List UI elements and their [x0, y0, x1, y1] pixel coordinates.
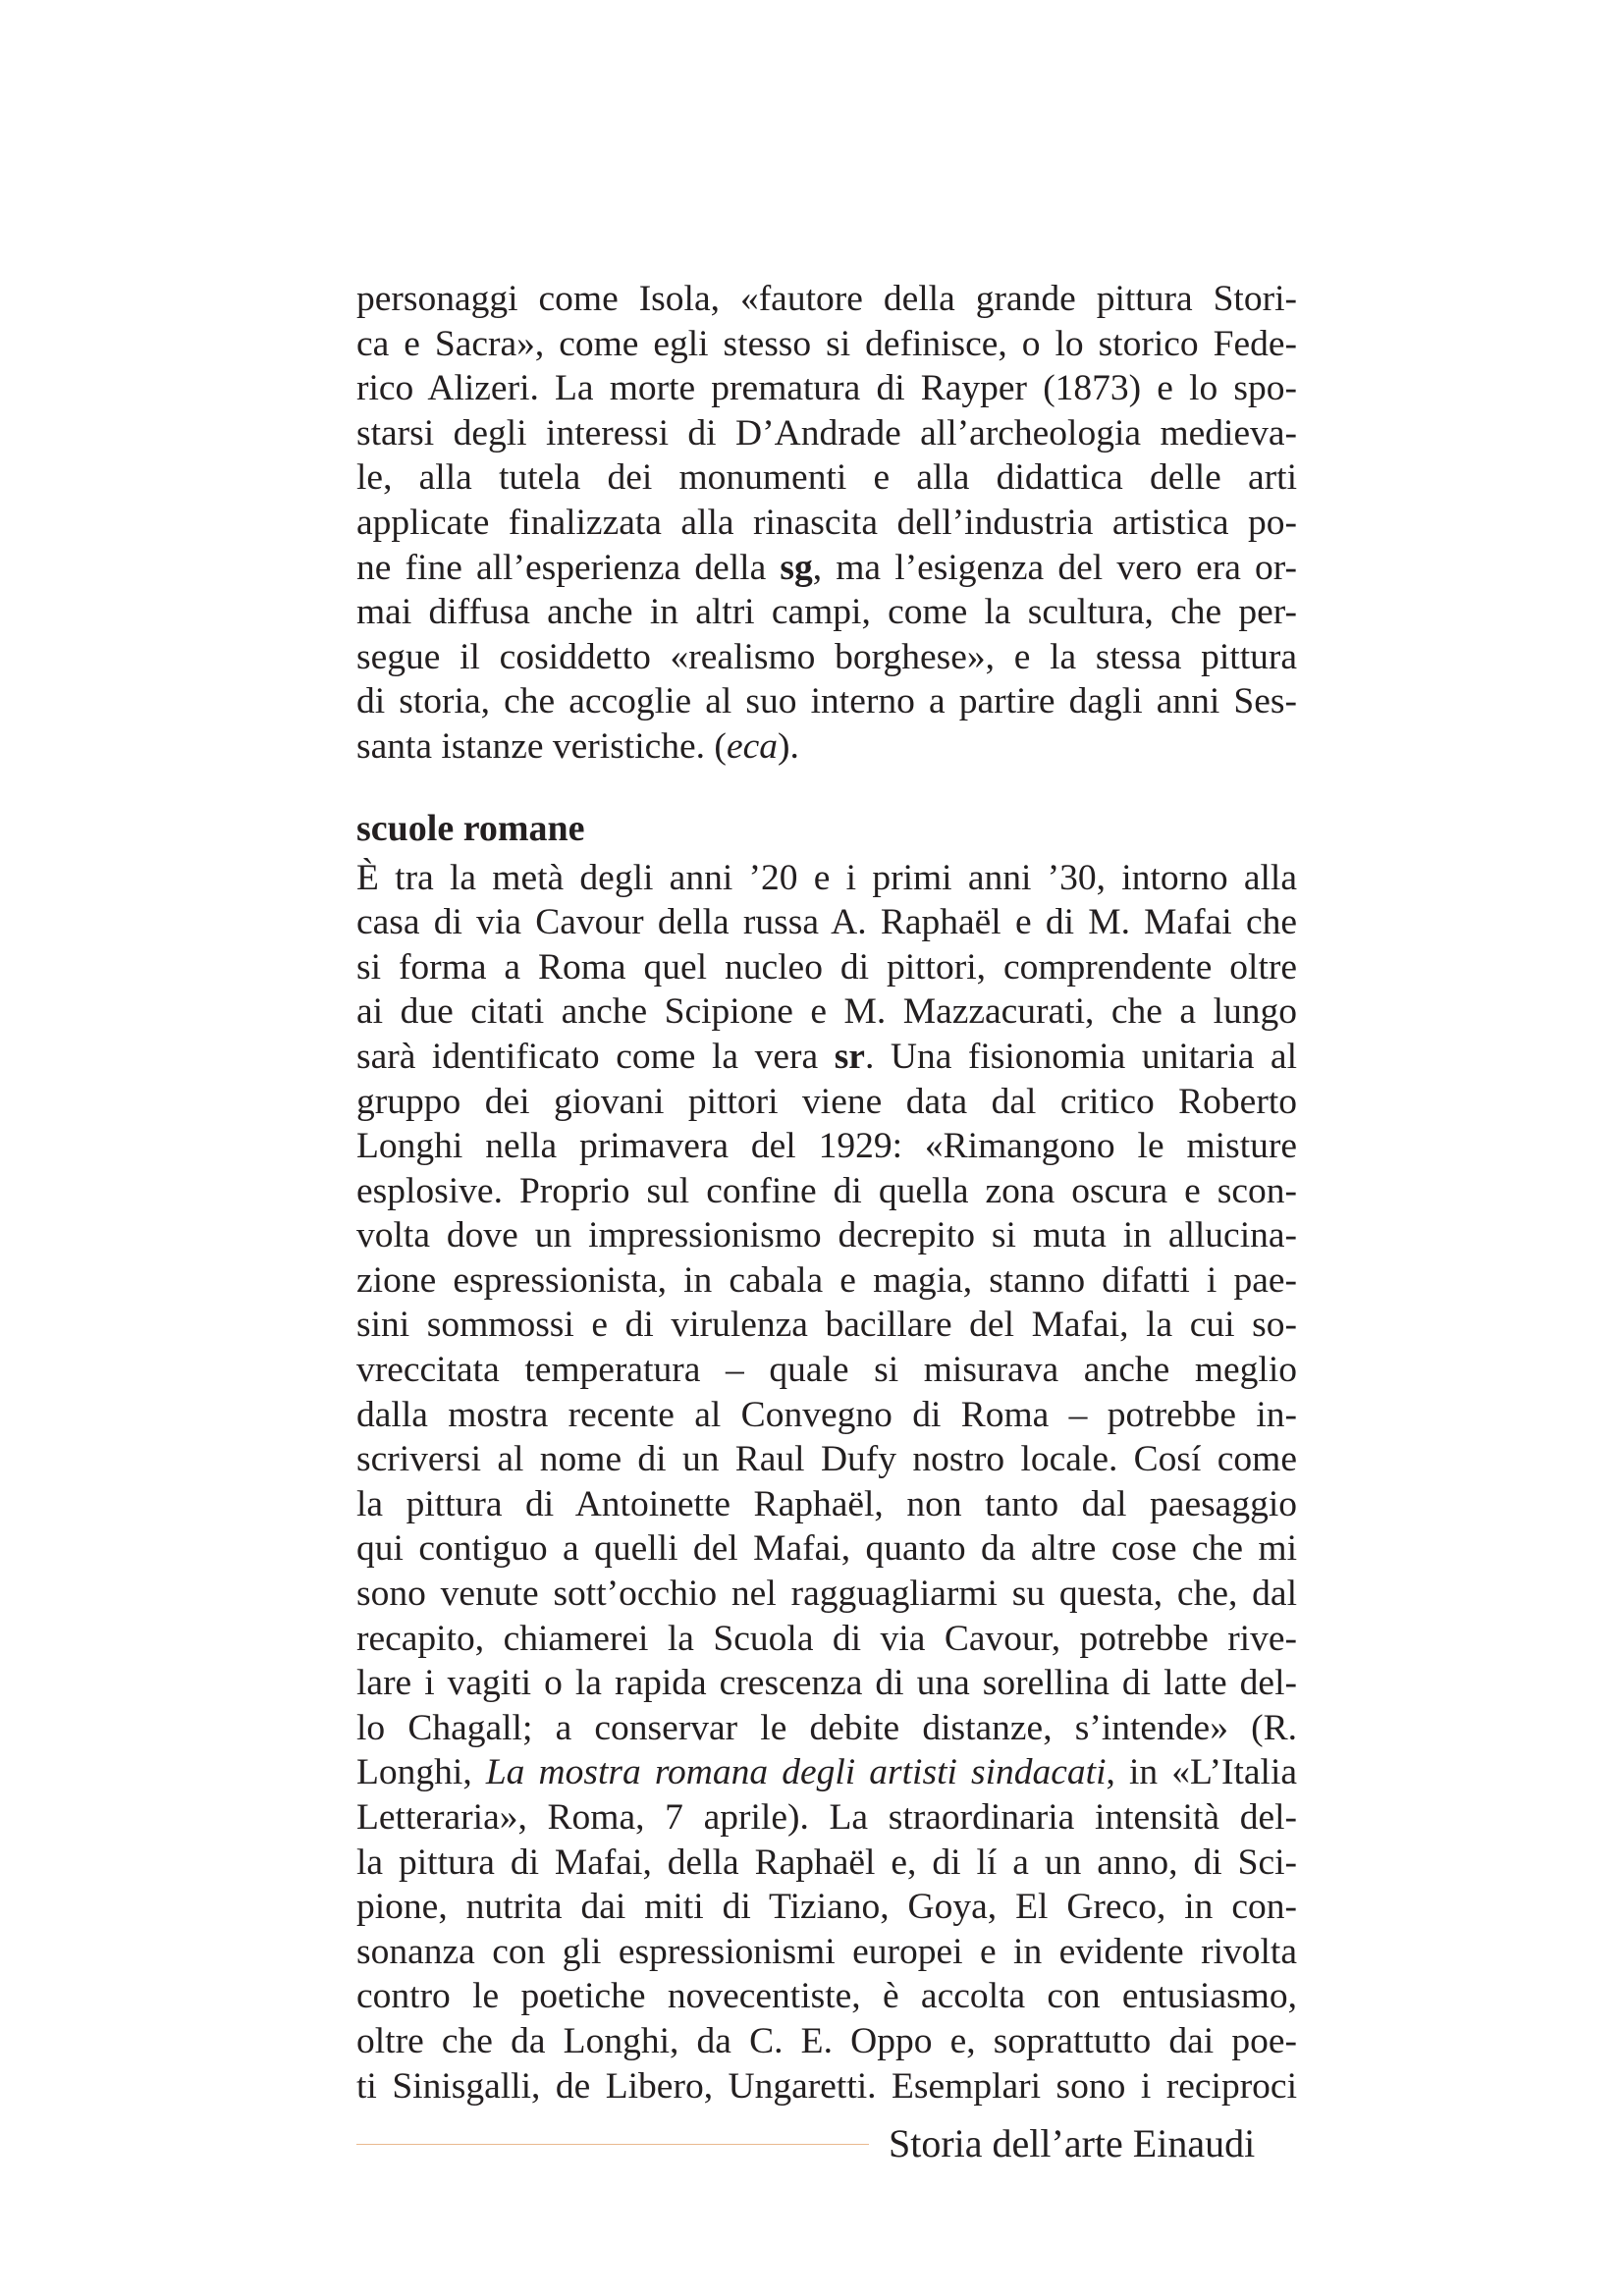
text-line: le, alla tutela dei monumenti e alla didattica delle arti	[356, 457, 1297, 499]
text-line: segue il cosiddetto «realismo borghese», e la stessa pittura	[356, 636, 1297, 677]
entry-paragraph	[356, 856, 1297, 2109]
author-initials: eca	[726, 725, 778, 767]
text-line: È tra la metà degli anni ’20 e i primi anni ’30, intorno alla	[356, 857, 1297, 898]
text-line: mai diffusa anche in altri campi, come la scultura, che per-	[356, 592, 1297, 633]
text-segment: . Una fisionomia unitaria al	[864, 1036, 1297, 1077]
entry-heading: scuole romane	[356, 807, 585, 849]
text-line: esplosive. Proprio sul confine di quella zona oscura e scon-	[356, 1170, 1297, 1211]
text-line: ai due citati anche Scipione e M. Mazzacurati, che a lungo	[356, 991, 1297, 1033]
paragraph-continued	[356, 277, 1297, 770]
text-segment: sarà identificato come la vera	[356, 1036, 835, 1077]
text-line: rico Alizeri. La morte prematura di Rayper (1873) e lo spo-	[356, 368, 1297, 409]
text-line: contro le poetiche novecentiste, è accolta con entusiasmo,	[356, 1976, 1297, 2017]
text-line: di storia, che accoglie al suo interno a partire dagli anni Ses-	[356, 681, 1297, 722]
article-body	[356, 277, 1297, 2109]
entry-abbreviation: sg	[780, 547, 813, 588]
text-line: sonanza con gli espressionismi europei e in evidente rivolta	[356, 1931, 1297, 1972]
text-line: Longhi nella primavera del 1929: «Rimangono le misture	[356, 1126, 1297, 1167]
text-line: la pittura di Antoinette Raphaël, non tanto dal paesaggio	[356, 1483, 1297, 1524]
text-line: pione, nutrita dai miti di Tiziano, Goya, El Greco, in con-	[356, 1887, 1297, 1928]
text-line	[356, 1750, 1297, 1795]
text-line: dalla mostra recente al Convegno di Roma – potrebbe in-	[356, 1394, 1297, 1435]
text-line	[356, 1035, 1297, 1080]
text-line: sini sommossi e di virulenza bacillare del Mafai, la cui so-	[356, 1305, 1297, 1346]
text-line: gruppo dei giovani pittori viene data dal critico Roberto	[356, 1081, 1297, 1122]
text-line: applicate finalizzata alla rinascita dell’industria artistica po-	[356, 502, 1297, 543]
text-line	[356, 546, 1297, 591]
text-line: la pittura di Mafai, della Raphaël e, di lí a un anno, di Sci-	[356, 1842, 1297, 1883]
text-line: casa di via Cavour della russa A. Raphaël e di M. Mafai che	[356, 902, 1297, 943]
footer-rule	[356, 2144, 869, 2145]
text-line: Letteraria», Roma, 7 aprile). La straordinaria intensità del-	[356, 1797, 1297, 1838]
text-segment: , in «L’Italia	[1106, 1752, 1298, 1793]
entry-abbreviation: sr	[834, 1036, 865, 1077]
cited-title: La mostra romana degli artisti sindacati	[485, 1752, 1107, 1793]
text-segment: , ma l’esigenza del vero era or-	[812, 547, 1297, 588]
text-line: lare i vagiti o la rapida crescenza di una sorellina di latte del-	[356, 1663, 1297, 1704]
text-line: lo Chagall; a conservar le debite distanze, s’intende» (R.	[356, 1707, 1297, 1748]
text-segment: ne fine all’esperienza della	[356, 547, 781, 588]
text-line: starsi degli interessi di D’Andrade all’archeologia medieva-	[356, 412, 1297, 454]
text-line: vreccitata temperatura – quale si misurava anche meglio	[356, 1350, 1297, 1391]
text-segment: Longhi,	[356, 1752, 486, 1793]
text-line: scriversi al nome di un Raul Dufy nostro locale. Cosí come	[356, 1439, 1297, 1480]
text-line: ca e Sacra», come egli stesso si definisce, o lo storico Fede-	[356, 323, 1297, 364]
text-line: oltre che da Longhi, da C. E. Oppo e, soprattutto dai poe-	[356, 2020, 1297, 2061]
text-line: qui contiguo a quelli del Mafai, quanto da altre cose che mi	[356, 1528, 1297, 1570]
text-line: personaggi come Isola, «fautore della grande pittura Stori-	[356, 279, 1297, 319]
text-line: si forma a Roma quel nucleo di pittori, comprendente oltre	[356, 946, 1297, 988]
text-line: sono venute sott’occhio nel ragguagliarmi su questa, che, dal	[356, 1574, 1297, 1615]
footer-publication: Storia dell’arte Einaudi	[889, 2121, 1256, 2165]
text-line: recapito, chiamerei la Scuola di via Cavour, potrebbe rive-	[356, 1618, 1297, 1659]
text-segment: ).	[777, 725, 799, 767]
text-line	[356, 724, 1297, 770]
text-line: zione espressionista, in cabala e magia, stanno difatti i pae-	[356, 1259, 1297, 1301]
text-line: ti Sinisgalli, de Libero, Ungaretti. Esemplari sono i reciproci	[356, 2065, 1297, 2107]
text-line: volta dove un impressionismo decrepito si muta in allucina-	[356, 1215, 1297, 1256]
text-segment: santa istanze veristiche. (	[356, 725, 727, 767]
